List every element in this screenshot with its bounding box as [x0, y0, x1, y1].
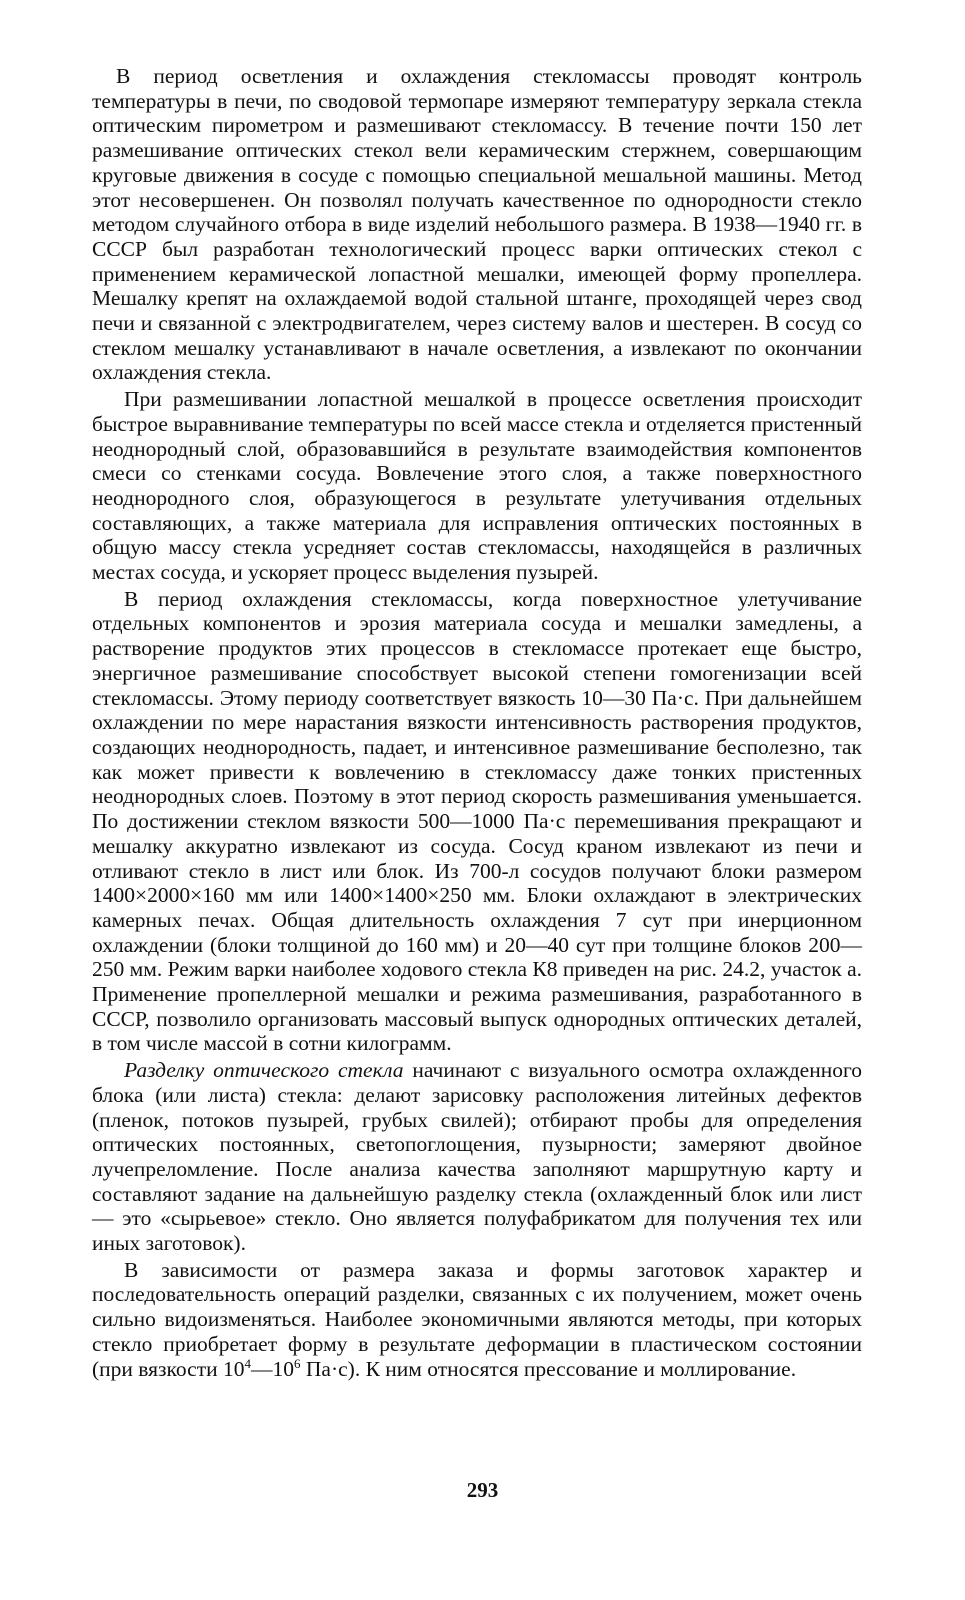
superscript: 6 [294, 1355, 301, 1371]
italic-term: Разделку оптического стекла [124, 1058, 404, 1083]
paragraph-text: В период охлаждения стекломассы, когда поверхностное улетучивание отдельных компонентов и эрозия материала сосуда и мешалки замедлены, а растворение продуктов этих процессов в стекломассе протекает еще быстро, энергичное размешивание способствует высокой степени гомогенизации всей стекломассы. Этому периоду соответствует вязкость 10—30 Па·с. При дальнейшем охлаждении по мере нарастания вязкости интенсивность растворения продуктов, создающих неоднородность, падает, и интенсивное размешивание бесполезно, так как может привести к вовлечению в стекломассу даже тонких пристенных неоднородных слоев. Поэтому в этот период скорость размешивания уменьшается. По достижении стеклом вязкости 500—1000 Па·с перемешивания прекращают и мешалку аккуратно извлекают из сосуда. Сосуд краном извлекают из печи и отливают стекло в лист или блок. Из 700-л сосудов получают блоки размером 1400×2000×160 мм или 1400×1400×250 мм. Блоки охлаждают в электрических камерных печах. Общая длительность охлаждения 7 сут при инерционном охлаждении (блоки толщиной до 160 мм) и 20—40 сут при толщине блоков 200—250 мм. Режим варки наиболее ходового стекла К8 приведен на рис. 24.2, участок а. Применение пропеллерной мешалки и режима размешивания, разработанного в СССР, позволило организовать массовый выпуск однородных оптических деталей, в том числе массой в сотни килограмм. [92, 586, 862, 1056]
page-body [92, 64, 862, 1381]
paragraph-clarification-stirring [92, 64, 862, 385]
paragraph-text: При размешивании лопастной мешалкой в процессе осветления происходит быстрое выравнивание температуры по всей массе стекла и отделяется пристенный неоднородный слой, образовавшийся в результате взаимодействия компонентов смеси со стенками сосуда. Вовлечение этого слоя, а также поверхностного неоднородного слоя, образующегося в результате улетучивания отдельных составляющих, а также материала для исправления оптических постоянных в общую массу стекла усредняет состав стекломассы, находящейся в различных местах сосуда, и ускоряет процесс выделения пузырей. [92, 387, 862, 585]
superscript: 4 [244, 1355, 252, 1371]
paragraph-operations [92, 1258, 862, 1382]
paragraph-glass-cutting [92, 1058, 862, 1256]
page-number: 293 [466, 1478, 499, 1502]
paragraph-text: Па·с). К ним относятся прессование и моллирование. [300, 1356, 797, 1381]
paragraph-paddle-stirrer [92, 387, 862, 585]
paragraph-text: В зависимости от размера заказа и формы заготовок характер и последовательность операций разделки, связанных с их получением, может очень сильно видоизменяться. Наиболее экономичными являются методы, при которых стекло приобретает форму в результате деформации в пластическом состоянии (при вязкости 10 [92, 1257, 862, 1381]
paragraph-text: начинают с визуального осмотра охлажденного блока (или листа) стекла: делают зарисовку расположения литейных дефектов (пленок, потоков пузырей, грубых свилей); отбирают пробы для определения оптических постоянных, светопоглощения, пузырности; замеряют двойное лучепреломление. После анализа качества заполняют маршрутную карту и составляют задание на дальнейшую разделку стекла (охлажденный блок или лист — это «сырьевое» стекло. Оно является полуфабрикатом для получения тех или иных заготовок). [92, 1058, 862, 1256]
paragraph-cooling-period [92, 587, 862, 1056]
paragraph-text: В период осветления и охлаждения стекломассы проводят контроль температуры в печи, по сводовой термопаре измеряют температуру зеркала стекла оптическим пирометром и размешивают стекломассу. В течение почти 150 лет размешивание оптических стекол вели керамическим стержнем, совершающим круговые движения в сосуде с помощью специальной мешальной машины. Метод этот несовершенен. Он позволял получать качественное по однородности стекло методом случайного отбора в виде изделий небольшого размера. В 1938—1940 гг. в СССР был разработан технологический процесс варки оптических стекол с применением керамической лопастной мешалки, имеющей форму пропеллера. Мешалку крепят на охлаждаемой водой стальной штанге, проходящей через свод печи и связанной с электродвигателем, через систему валов и шестерен. В сосуд со стеклом мешалку устанавливают в начале осветления, а извлекают по окончании охлаждения стекла. [92, 64, 862, 385]
paragraph-text: —10 [251, 1356, 295, 1381]
